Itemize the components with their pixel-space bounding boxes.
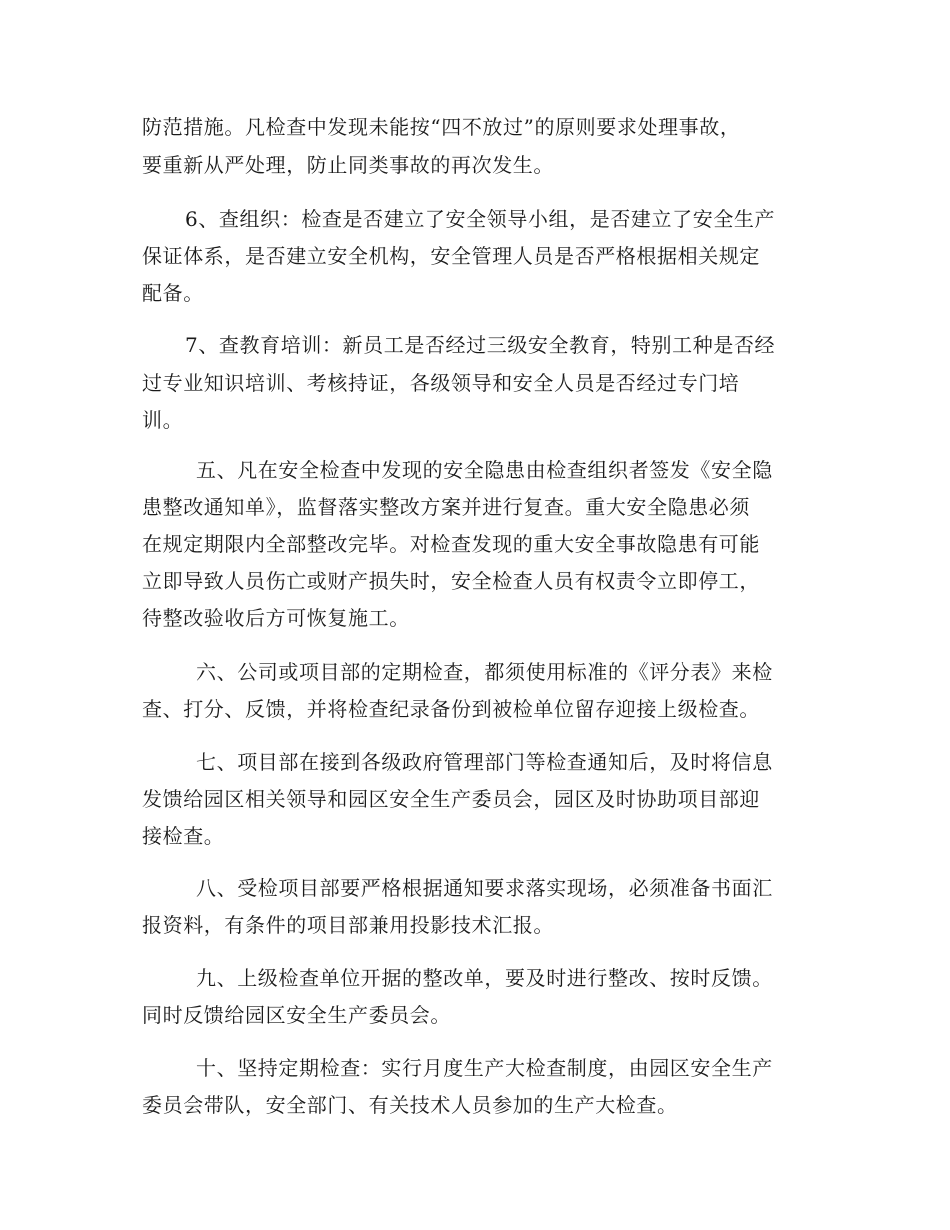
text-line: 七、项目部在接到各级政府管理部门等检查通知后，及时将信息 [196,750,773,774]
text-line: 配备。 [142,281,204,305]
text-line: 八、受检项目部要严格根据通知要求落实现场，必须准备书面汇 [196,876,773,900]
text-line: 要重新从严处理，防止同类事故的再次发生。 [142,153,554,177]
text-line: 在规定期限内全部整改完毕。对检查发现的重大安全事故隐患有可能 [142,532,760,556]
text-line: 同时反馈给园区安全生产委员会。 [142,1003,451,1027]
text-line: 发馈给园区相关领导和园区安全生产委员会，园区及时协助项目部迎 [142,787,760,811]
text-line: 立即导致人员伤亡或财产损失时，安全检查人员有权责令立即停工， [142,569,760,593]
text-line: 十、坚持定期检查：实行月度生产大检查制度，由园区安全生产 [196,1056,773,1080]
text-line: 6、查组织：检查是否建立了安全领导小组，是否建立了安全生产 [185,207,776,231]
text-line: 待整改验收后方可恢复施工。 [142,606,410,630]
text-line: 五、凡在安全检查中发现的安全隐患由检查组织者签发《安全隐 [196,458,773,482]
text-line: 防范措施。凡检查中发现未能按“四不放过”的原则要求处理事故， [142,115,741,139]
text-line: 九、上级检查单位开据的整改单，要及时进行整改、按时反馈。 [196,966,773,990]
text-line: 训。 [142,408,184,432]
text-line: 保证体系，是否建立安全机构，安全管理人员是否严格根据相关规定 [142,244,760,268]
text-line: 过专业知识培训、考核持证，各级领导和安全人员是否经过专门培 [142,371,740,395]
text-line: 委员会带队，安全部门、有关技术人员参加的生产大检查。 [142,1093,678,1117]
text-line: 查、打分、反馈，并将检查纪录备份到被检单位留存迎接上级检查。 [142,697,760,721]
text-line: 六、公司或项目部的定期检查，都须使用标准的《评分表》来检 [196,660,773,684]
text-line: 接检查。 [142,824,225,848]
text-line: 患整改通知单》，监督落实整改方案并进行复查。重大安全隐患必须 [142,495,750,519]
text-line: 7、查教育培训：新员工是否经过三级安全教育，特别工种是否经 [185,333,776,357]
text-line: 报资料，有条件的项目部兼用投影技术汇报。 [142,913,554,937]
